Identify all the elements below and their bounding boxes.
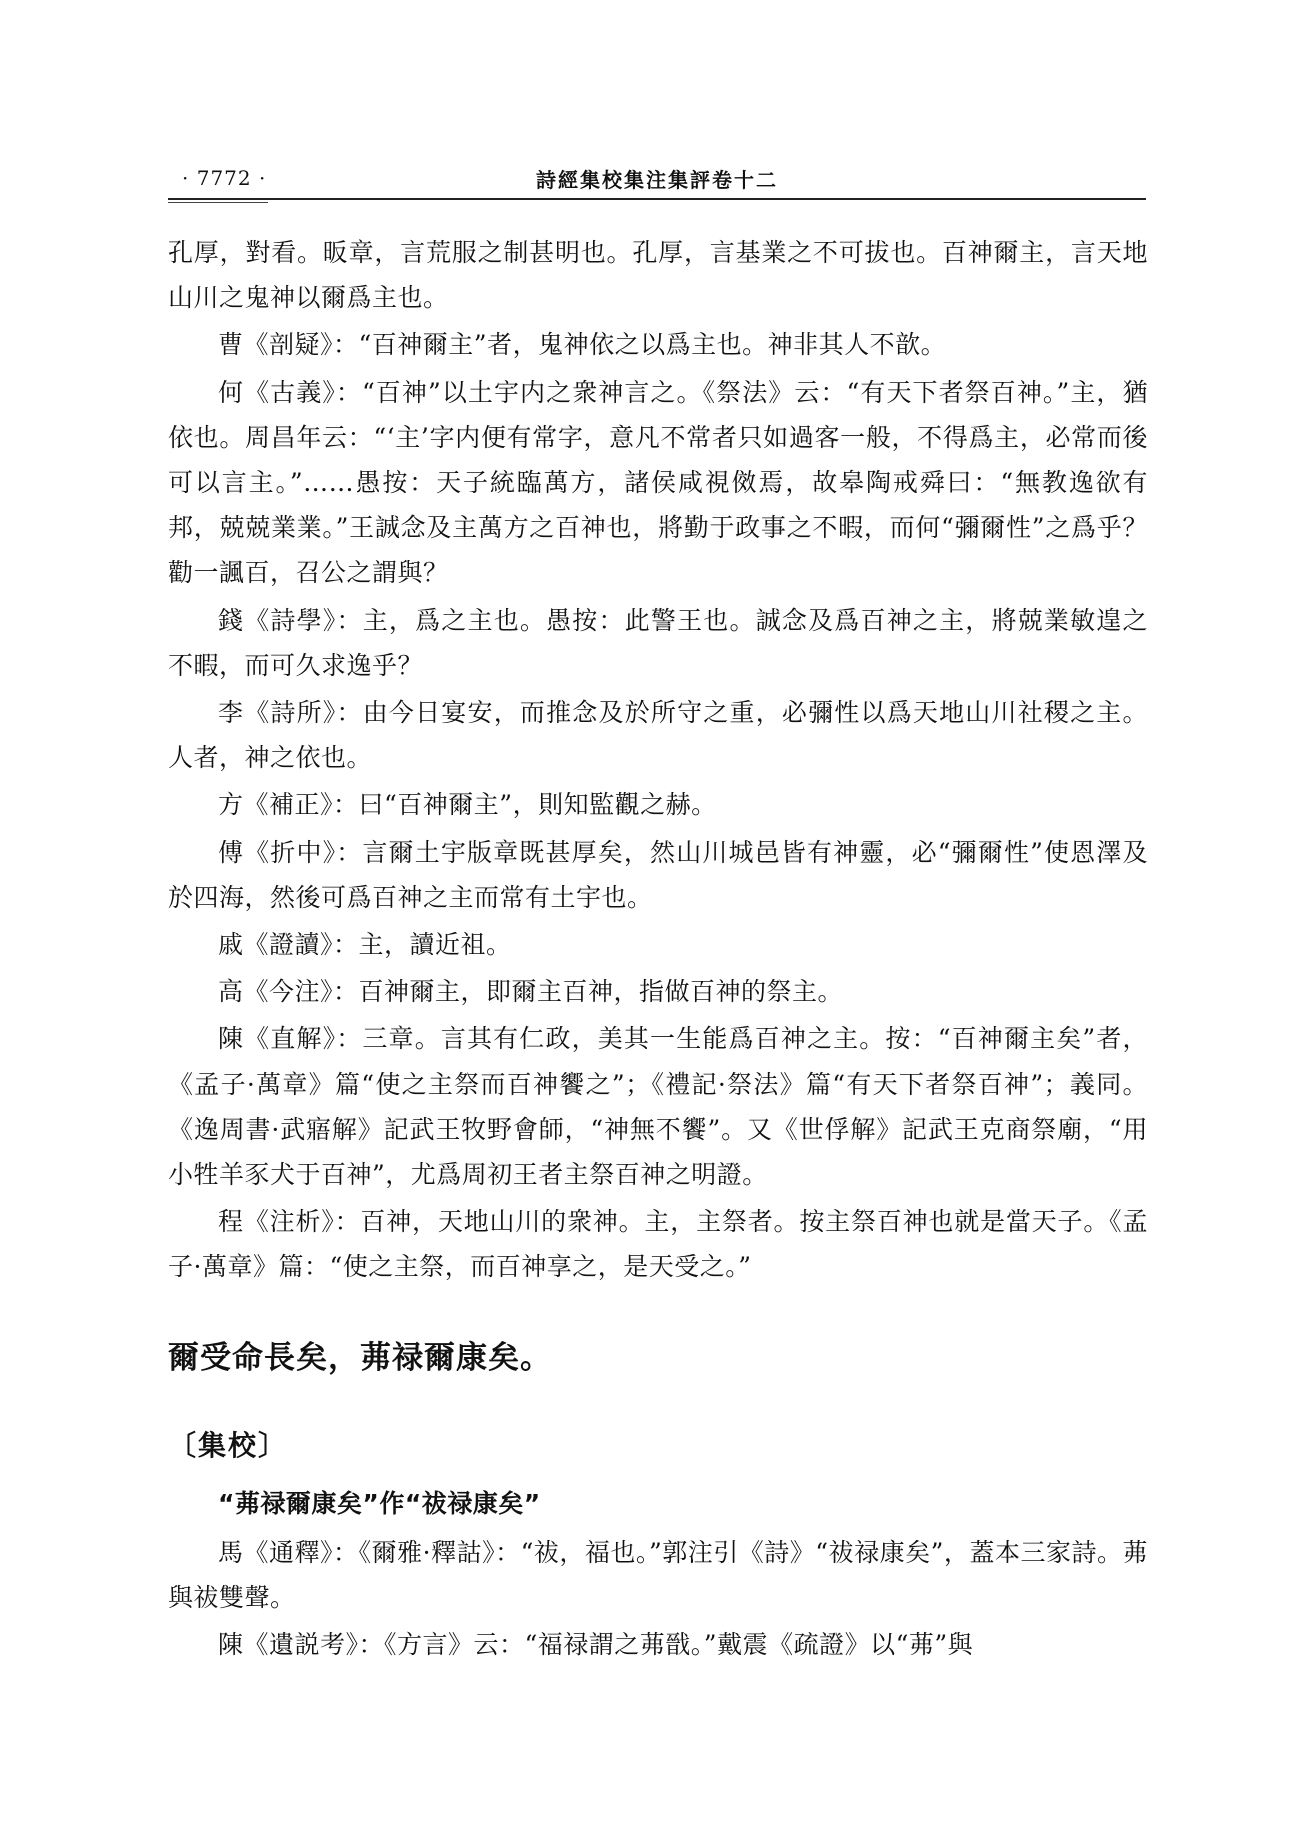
running-title: 詩經集校集注集評卷十二	[536, 168, 778, 192]
collation-subheading: “茀禄爾康矣”作“祓禄康矣”	[218, 1488, 541, 1518]
paragraph: 程《注析》：百神，天地山川的衆神。主，主祭者。按主祭百神也就是當天子。《孟子·萬章》篇：“使之主祭，而百神享之，是天受之。”	[168, 1207, 1148, 1282]
section-heading: 〔集校〕	[168, 1428, 289, 1462]
paragraph: 何《古義》：“百神”以土宇内之衆神言之。《祭法》云：“有天下者祭百神。”主，猶依也。周昌年云：“‘主’字内便有常字，意凡不常者只如過客一般，不得爲主，必常而後可以言主。”……愚按：天子統臨萬方，諸侯咸視傚焉，故皋陶戒舜曰：“無教逸欲有邦，兢兢業業。”王誠念及主萬方之百神也，將勤于政事之不暇，而何“彌爾性”之爲乎？勸一諷百，召公之謂與？	[168, 377, 1148, 588]
page-number: · 7772 ·	[182, 166, 267, 190]
paragraph: 李《詩所》：由今日宴安，而推念及於所守之重，必彌性以爲天地山川社稷之主。人者，神之依也。	[168, 698, 1148, 773]
paragraph: 高《今注》：百神爾主，即爾主百神，指做百神的祭主。	[218, 977, 844, 1007]
commentary-block	[168, 230, 1148, 1290]
header-rule	[168, 198, 1146, 200]
paragraph: 陳《遺説考》：《方言》云：“福禄謂之茀戩。”戴震《疏證》以“茀”與	[218, 1630, 974, 1660]
header-rule-accent	[168, 202, 268, 203]
paragraph: 孔厚，對看。昄章，言荒服之制甚明也。孔厚，言基業之不可拔也。百神爾主，言天地山川之鬼神以爾爲主也。	[168, 238, 1148, 313]
paragraph: 陳《直解》：三章。言其有仁政，美其一生能爲百神之主。按：“百神爾主矣”者，《孟子·萬章》篇“使之主祭而百神饗之”；《禮記·祭法》篇“有天下者祭百神”；義同。《逸周書·武寤解》記武王牧野會師，“神無不饗”。又《世俘解》記武王克商祭廟，“用小牲羊豕犬于百神”，尤爲周初王者主祭百神之明證。	[168, 1024, 1148, 1190]
collation-block	[168, 1530, 1148, 1668]
paragraph: 馬《通釋》：《爾雅·釋詁》：“祓，福也。”郭注引《詩》“祓禄康矣”，蓋本三家詩。茀與祓雙聲。	[168, 1537, 1148, 1612]
paragraph: 戚《證讀》：主，讀近祖。	[218, 930, 512, 960]
paragraph: 錢《詩學》：主，爲之主也。愚按：此警王也。誠念及爲百神之主，將兢業敏遑之不暇，而可久求逸乎？	[168, 605, 1148, 680]
paragraph: 傅《折中》：言爾土宇版章既甚厚矣，然山川城邑皆有神靈，必“彌爾性”使恩澤及於四海，然後可爲百神之主而常有土宇也。	[168, 837, 1148, 912]
paragraph: 曹《剖疑》：“百神爾主”者，鬼神依之以爲主也。神非其人不歆。	[218, 330, 947, 360]
body-text	[168, 230, 1148, 1669]
verse-line: 爾受命長矣，茀禄爾康矣。	[168, 1339, 552, 1376]
page-header	[168, 162, 1146, 202]
paragraph: 方《補正》：曰“百神爾主”，則知監觀之赫。	[218, 790, 717, 820]
